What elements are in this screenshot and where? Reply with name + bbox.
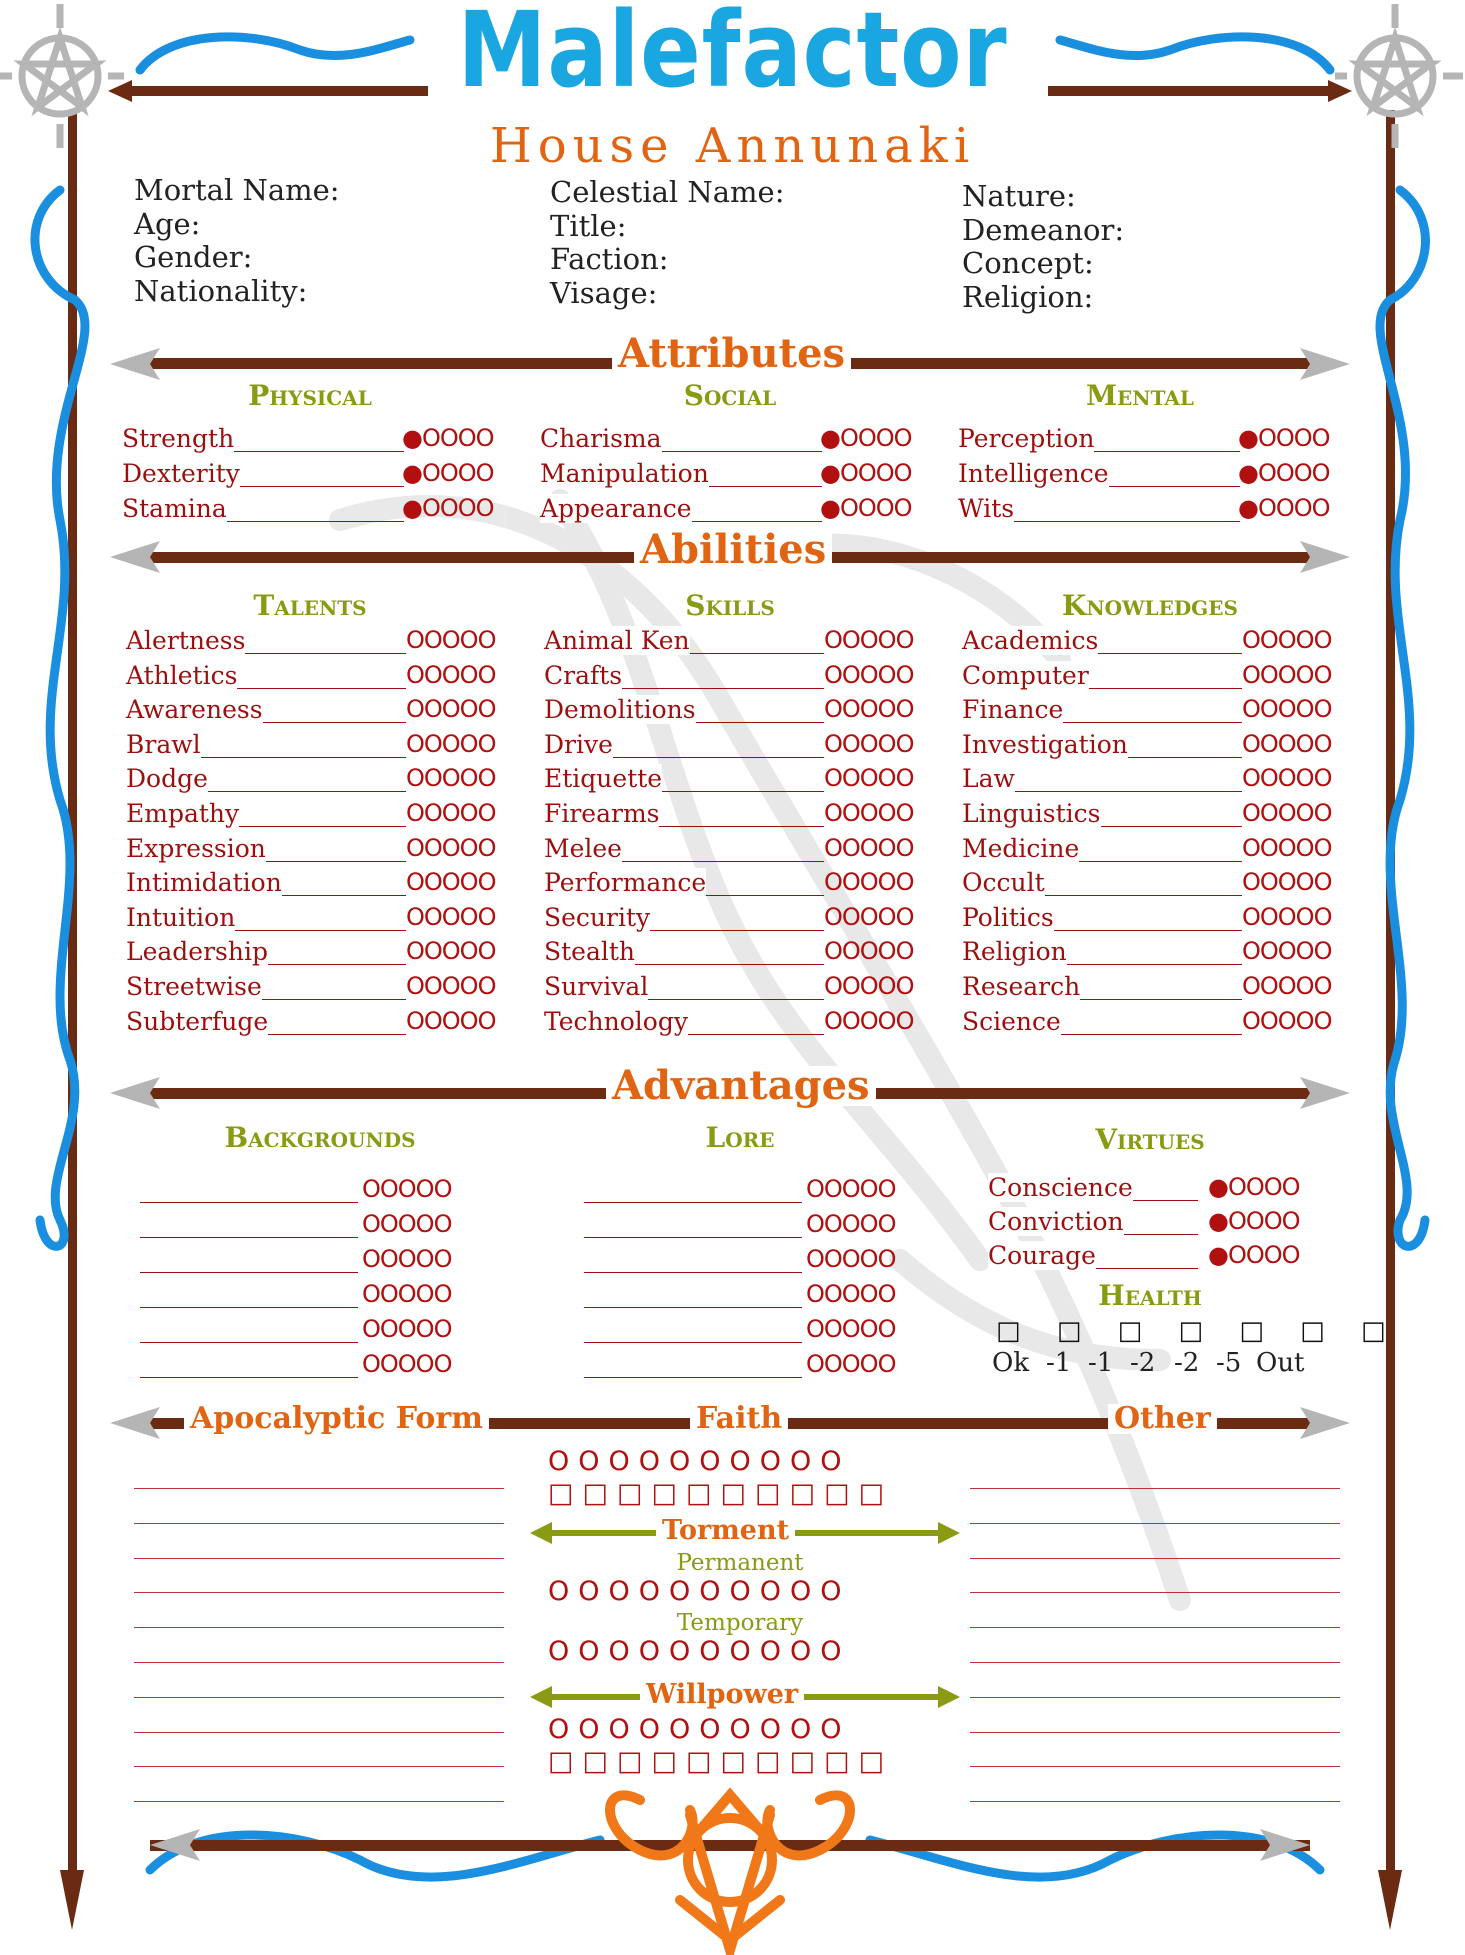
section-faith-title: Faith xyxy=(690,1404,788,1434)
ability-label: Firearms xyxy=(544,799,660,828)
ability-label: Security xyxy=(544,902,651,932)
ability-dots[interactable]: OOOOO xyxy=(824,695,914,724)
sheet-title: Malefactor xyxy=(457,0,1008,111)
ability-dots[interactable]: OOOOO xyxy=(1242,902,1332,931)
ability-label: Medicine xyxy=(962,833,1080,863)
backgrounds-dots[interactable]: OOOOO xyxy=(362,1315,452,1343)
ability-row xyxy=(544,764,928,798)
attribute-dots[interactable]: ●OOOO xyxy=(402,459,494,487)
field-religion[interactable]: Religion: xyxy=(962,279,1094,314)
virtue-label: Courage xyxy=(988,1241,1096,1270)
lore-line[interactable] xyxy=(584,1202,802,1203)
ability-label: Intuition xyxy=(126,902,236,932)
virtue-dots[interactable]: ●OOOO xyxy=(1208,1241,1300,1269)
lore-dots[interactable]: OOOOO xyxy=(806,1315,896,1343)
ability-row xyxy=(544,903,928,937)
apocalyptic-form-line[interactable] xyxy=(134,1662,504,1663)
ability-dots[interactable]: OOOOO xyxy=(1242,626,1332,654)
ability-row xyxy=(962,799,1346,833)
field-concept[interactable]: Concept: xyxy=(962,246,1094,280)
ability-dots[interactable]: OOOOO xyxy=(824,799,914,827)
willpower-circles[interactable]: OOOOOOOOOO xyxy=(548,1714,851,1745)
ability-dots[interactable]: OOOOO xyxy=(824,833,914,862)
ability-row xyxy=(126,1007,510,1041)
attribute-label: Dexterity xyxy=(122,459,240,488)
sheet-subtitle: House Annunaki xyxy=(489,118,976,174)
field-age[interactable]: Age: xyxy=(134,206,201,241)
lore-line[interactable] xyxy=(584,1307,802,1308)
ability-row xyxy=(544,626,928,660)
attribute-row xyxy=(958,424,1338,458)
ability-dots[interactable]: OOOOO xyxy=(406,764,496,793)
backgrounds-dots[interactable]: OOOOO xyxy=(362,1175,452,1203)
knowledges-title: Knowledges xyxy=(1062,589,1238,622)
ability-row xyxy=(544,972,928,1006)
ability-label: Etiquette xyxy=(544,764,663,794)
lore-dots[interactable]: OOOOO xyxy=(806,1210,896,1238)
other-line[interactable] xyxy=(970,1662,1340,1663)
backgrounds-row xyxy=(140,1315,470,1349)
ability-dots[interactable]: OOOOO xyxy=(1242,1006,1332,1035)
health-level-label: -2 xyxy=(1130,1348,1156,1378)
lore-row xyxy=(584,1245,914,1279)
ability-dots[interactable]: OOOOO xyxy=(824,729,914,758)
ability-dots[interactable]: OOOOO xyxy=(406,937,496,966)
attribute-dots[interactable]: ●OOOO xyxy=(1238,494,1330,522)
ability-label: Streetwise xyxy=(126,972,262,1001)
health-boxes[interactable]: □ □ □ □ □ □ □ xyxy=(996,1316,1400,1346)
ability-row xyxy=(544,868,928,902)
ability-row xyxy=(126,695,510,729)
lore-row xyxy=(584,1175,914,1209)
ability-row xyxy=(962,764,1346,798)
backgrounds-dots[interactable]: OOOOO xyxy=(362,1245,452,1273)
talents-title: Talents xyxy=(253,589,367,622)
virtue-dots[interactable]: ●OOOO xyxy=(1208,1173,1300,1201)
lore-title: Lore xyxy=(705,1121,775,1154)
section-apocalyptic-form-title: Apocalyptic Form xyxy=(184,1404,489,1434)
attribute-row xyxy=(122,494,502,528)
ability-dots[interactable]: OOOOO xyxy=(1242,660,1332,689)
apocalyptic-form-line[interactable] xyxy=(134,1697,504,1698)
ability-row xyxy=(126,937,510,971)
section-attributes-title: Attributes xyxy=(612,334,851,374)
other-line[interactable] xyxy=(970,1523,1340,1524)
virtue-row xyxy=(988,1241,1308,1275)
faith-circles[interactable]: OOOOOOOOOO xyxy=(548,1446,851,1477)
ability-row xyxy=(962,868,1346,902)
field-visage[interactable]: Visage: xyxy=(550,275,658,310)
attribute-label: Manipulation xyxy=(540,459,709,488)
ability-dots[interactable]: OOOOO xyxy=(1242,695,1332,724)
ability-label: Science xyxy=(962,1006,1061,1036)
other-line[interactable] xyxy=(970,1627,1340,1628)
apocalyptic-form-line[interactable] xyxy=(134,1766,504,1767)
backgrounds-title: Backgrounds xyxy=(224,1121,416,1154)
ability-row xyxy=(126,626,510,660)
ability-row xyxy=(962,834,1346,868)
section-willpower-title: Willpower xyxy=(640,1681,804,1708)
ability-label: Religion xyxy=(962,937,1067,967)
ability-row xyxy=(544,799,928,833)
attribute-dots[interactable]: ●OOOO xyxy=(402,424,494,452)
ability-dots[interactable]: OOOOO xyxy=(1242,972,1332,1000)
virtue-dots[interactable]: ●OOOO xyxy=(1208,1207,1300,1235)
ability-row xyxy=(126,730,510,764)
ability-row xyxy=(962,972,1346,1006)
virtue-row xyxy=(988,1173,1308,1207)
attribute-label: Perception xyxy=(958,424,1095,453)
other-line[interactable] xyxy=(970,1801,1340,1802)
ability-dots[interactable]: OOOOO xyxy=(406,799,496,827)
ability-row xyxy=(126,972,510,1006)
health-level-label: Ok xyxy=(992,1348,1030,1378)
field-mortal-name[interactable]: Mortal Name: xyxy=(134,173,340,207)
ability-row xyxy=(962,937,1346,971)
ability-label: Crafts xyxy=(544,660,623,690)
torment-temporary-label: Temporary xyxy=(676,1610,804,1636)
ability-label: Subterfuge xyxy=(126,1006,269,1036)
ability-label: Dodge xyxy=(126,764,208,794)
info-column-1 xyxy=(134,174,340,308)
ability-row xyxy=(126,799,510,833)
ability-label: Technology xyxy=(544,1006,688,1036)
ability-dots[interactable]: OOOOO xyxy=(406,729,496,758)
info-column-2 xyxy=(550,176,784,310)
section-advantages-title: Advantages xyxy=(606,1066,876,1106)
field-gender[interactable]: Gender: xyxy=(134,240,253,274)
field-demeanor[interactable]: Demeanor: xyxy=(962,212,1125,247)
attribute-label: Charisma xyxy=(540,424,662,453)
ability-label: Alertness xyxy=(126,626,246,655)
attribute-label: Wits xyxy=(958,494,1015,523)
backgrounds-line[interactable] xyxy=(140,1377,358,1378)
field-nationality[interactable]: Nationality: xyxy=(134,273,308,308)
ability-row xyxy=(962,695,1346,729)
other-line[interactable] xyxy=(970,1732,1340,1733)
ability-dots[interactable]: OOOOO xyxy=(824,626,914,654)
ability-row xyxy=(126,661,510,695)
ability-label: Politics xyxy=(962,902,1054,932)
ability-row xyxy=(126,868,510,902)
ability-label: Brawl xyxy=(126,729,201,759)
backgrounds-line[interactable] xyxy=(140,1237,358,1238)
ability-row xyxy=(962,1007,1346,1041)
ability-row xyxy=(544,937,928,971)
ability-dots[interactable]: OOOOO xyxy=(406,902,496,931)
attribute-row xyxy=(540,424,920,458)
ability-label: Occult xyxy=(962,868,1045,898)
section-other-title: Other xyxy=(1108,1404,1217,1434)
ability-row xyxy=(544,1007,928,1041)
lore-row xyxy=(584,1210,914,1244)
torment-permanent-label: Permanent xyxy=(676,1550,804,1576)
other-line[interactable] xyxy=(970,1766,1340,1767)
ability-label: Research xyxy=(962,972,1081,1001)
backgrounds-dots[interactable]: OOOOO xyxy=(362,1210,452,1238)
ability-label: Performance xyxy=(544,868,707,898)
apocalyptic-form-line[interactable] xyxy=(134,1732,504,1733)
health-level-label: -5 xyxy=(1216,1348,1242,1378)
attribute-row xyxy=(122,424,502,458)
health-level-label: -2 xyxy=(1174,1348,1200,1378)
backgrounds-line[interactable] xyxy=(140,1342,358,1343)
attribute-dots[interactable]: ●OOOO xyxy=(1238,424,1330,452)
skills-title: Skills xyxy=(685,589,775,622)
attribute-label: Stamina xyxy=(122,494,227,523)
ability-row xyxy=(544,834,928,868)
backgrounds-row xyxy=(140,1350,470,1384)
ability-dots[interactable]: OOOOO xyxy=(406,833,496,862)
ability-row xyxy=(962,903,1346,937)
attribute-row xyxy=(540,459,920,493)
lore-row xyxy=(584,1280,914,1314)
ability-row xyxy=(544,695,928,729)
mental-title: Mental xyxy=(1086,379,1194,412)
ability-dots[interactable]: OOOOO xyxy=(406,972,496,1000)
backgrounds-row xyxy=(140,1210,470,1244)
attribute-dots[interactable]: ●OOOO xyxy=(820,424,912,452)
health-level-label: -1 xyxy=(1088,1348,1114,1378)
virtue-row xyxy=(988,1207,1308,1241)
section-torment-title: Torment xyxy=(656,1517,795,1544)
physical-title: Physical xyxy=(248,379,372,412)
ability-label: Demolitions xyxy=(544,695,696,725)
ability-dots[interactable]: OOOOO xyxy=(406,695,496,724)
ability-dots[interactable]: OOOOO xyxy=(824,902,914,931)
info-column-3 xyxy=(962,180,1124,314)
ability-label: Athletics xyxy=(126,660,238,690)
virtue-label: Conviction xyxy=(988,1207,1124,1236)
ability-dots[interactable]: OOOOO xyxy=(406,626,496,654)
ability-row xyxy=(962,661,1346,695)
lore-row xyxy=(584,1350,914,1384)
ability-row xyxy=(544,730,928,764)
willpower-boxes[interactable]: □□□□□□□□□□ xyxy=(548,1746,894,1777)
attribute-row xyxy=(958,459,1338,493)
backgrounds-dots[interactable]: OOOOO xyxy=(362,1280,452,1308)
ability-dots[interactable]: OOOOO xyxy=(824,1006,914,1035)
ability-dots[interactable]: OOOOO xyxy=(406,868,496,897)
backgrounds-dots[interactable]: OOOOO xyxy=(362,1350,452,1378)
ability-label: Drive xyxy=(544,729,613,759)
apocalyptic-form-line[interactable] xyxy=(134,1558,504,1559)
ability-row xyxy=(962,730,1346,764)
ability-label: Awareness xyxy=(126,695,263,725)
attribute-row xyxy=(122,459,502,493)
lore-line[interactable] xyxy=(584,1237,802,1238)
virtue-label: Conscience xyxy=(988,1173,1133,1202)
ability-label: Stealth xyxy=(544,937,636,967)
ability-label: Leadership xyxy=(126,937,268,967)
virtues-title: Virtues xyxy=(1095,1123,1205,1156)
lore-line[interactable] xyxy=(584,1377,802,1378)
ability-label: Empathy xyxy=(126,799,240,828)
field-nature[interactable]: Nature: xyxy=(962,179,1076,213)
lore-dots[interactable]: OOOOO xyxy=(806,1280,896,1308)
field-title[interactable]: Title: xyxy=(550,208,627,243)
ability-dots[interactable]: OOOOO xyxy=(1242,833,1332,862)
torment-permanent-circles[interactable]: OOOOOOOOOO xyxy=(548,1576,851,1607)
backgrounds-line[interactable] xyxy=(140,1202,358,1203)
ability-dots[interactable]: OOOOO xyxy=(824,868,914,897)
ability-label: Investigation xyxy=(962,729,1128,759)
backgrounds-line[interactable] xyxy=(140,1272,358,1273)
lore-line[interactable] xyxy=(584,1342,802,1343)
ability-label: Survival xyxy=(544,972,649,1001)
backgrounds-row xyxy=(140,1280,470,1314)
ability-label: Academics xyxy=(962,626,1099,655)
ability-label: Intimidation xyxy=(126,868,282,898)
ability-row xyxy=(544,661,928,695)
lore-line[interactable] xyxy=(584,1272,802,1273)
other-line[interactable] xyxy=(970,1558,1340,1559)
attribute-dots[interactable]: ●OOOO xyxy=(1238,459,1330,487)
lore-dots[interactable]: OOOOO xyxy=(806,1245,896,1273)
attribute-label: Strength xyxy=(122,424,235,453)
attribute-dots[interactable]: ●OOOO xyxy=(820,459,912,487)
health-level-label: -1 xyxy=(1046,1348,1072,1378)
ability-dots[interactable]: OOOOO xyxy=(1242,764,1332,793)
ability-dots[interactable]: OOOOO xyxy=(824,937,914,966)
other-line[interactable] xyxy=(970,1697,1340,1698)
ability-dots[interactable]: OOOOO xyxy=(1242,937,1332,966)
ability-dots[interactable]: OOOOO xyxy=(824,972,914,1000)
ability-dots[interactable]: OOOOO xyxy=(1242,868,1332,897)
other-line[interactable] xyxy=(970,1488,1340,1489)
backgrounds-row xyxy=(140,1245,470,1279)
ability-dots[interactable]: OOOOO xyxy=(1242,799,1332,827)
apocalyptic-form-line[interactable] xyxy=(134,1592,504,1593)
health-level-label: Out xyxy=(1256,1348,1305,1378)
ability-label: Finance xyxy=(962,695,1064,725)
ability-label: Linguistics xyxy=(962,799,1101,828)
demon-skull-icon xyxy=(610,1795,850,1950)
field-celestial-name[interactable]: Celestial Name: xyxy=(550,175,785,209)
backgrounds-line[interactable] xyxy=(140,1307,358,1308)
ability-label: Computer xyxy=(962,660,1089,690)
faith-boxes[interactable]: □□□□□□□□□□ xyxy=(548,1478,894,1509)
attribute-row xyxy=(958,494,1338,528)
lore-row xyxy=(584,1315,914,1349)
lore-dots[interactable]: OOOOO xyxy=(806,1350,896,1378)
health-title: Health xyxy=(1098,1279,1202,1312)
apocalyptic-form-line[interactable] xyxy=(134,1627,504,1628)
torment-temporary-circles[interactable]: OOOOOOOOOO xyxy=(548,1636,851,1667)
ability-row xyxy=(126,903,510,937)
section-abilities-title: Abilities xyxy=(634,530,832,570)
ability-dots[interactable]: OOOOO xyxy=(824,660,914,689)
social-title: Social xyxy=(683,379,777,412)
field-faction[interactable]: Faction: xyxy=(550,242,669,276)
apocalyptic-form-line[interactable] xyxy=(134,1488,504,1489)
ability-label: Melee xyxy=(544,833,622,863)
ability-dots[interactable]: OOOOO xyxy=(406,1006,496,1035)
ability-dots[interactable]: OOOOO xyxy=(406,660,496,689)
lore-dots[interactable]: OOOOO xyxy=(806,1175,896,1203)
other-line[interactable] xyxy=(970,1592,1340,1593)
attribute-dots[interactable]: ●OOOO xyxy=(402,494,494,522)
ability-row xyxy=(126,764,510,798)
attribute-dots[interactable]: ●OOOO xyxy=(820,494,912,522)
ability-label: Expression xyxy=(126,833,266,863)
attribute-label: Appearance xyxy=(540,494,692,523)
ability-dots[interactable]: OOOOO xyxy=(1242,729,1332,758)
backgrounds-row xyxy=(140,1175,470,1209)
attribute-label: Intelligence xyxy=(958,459,1109,488)
ability-label: Law xyxy=(962,764,1015,794)
apocalyptic-form-line[interactable] xyxy=(134,1523,504,1524)
ability-label: Animal Ken xyxy=(544,626,690,655)
apocalyptic-form-line[interactable] xyxy=(134,1801,504,1802)
ability-dots[interactable]: OOOOO xyxy=(824,764,914,793)
attribute-row xyxy=(540,494,920,528)
ability-row xyxy=(126,834,510,868)
ability-row xyxy=(962,626,1346,660)
